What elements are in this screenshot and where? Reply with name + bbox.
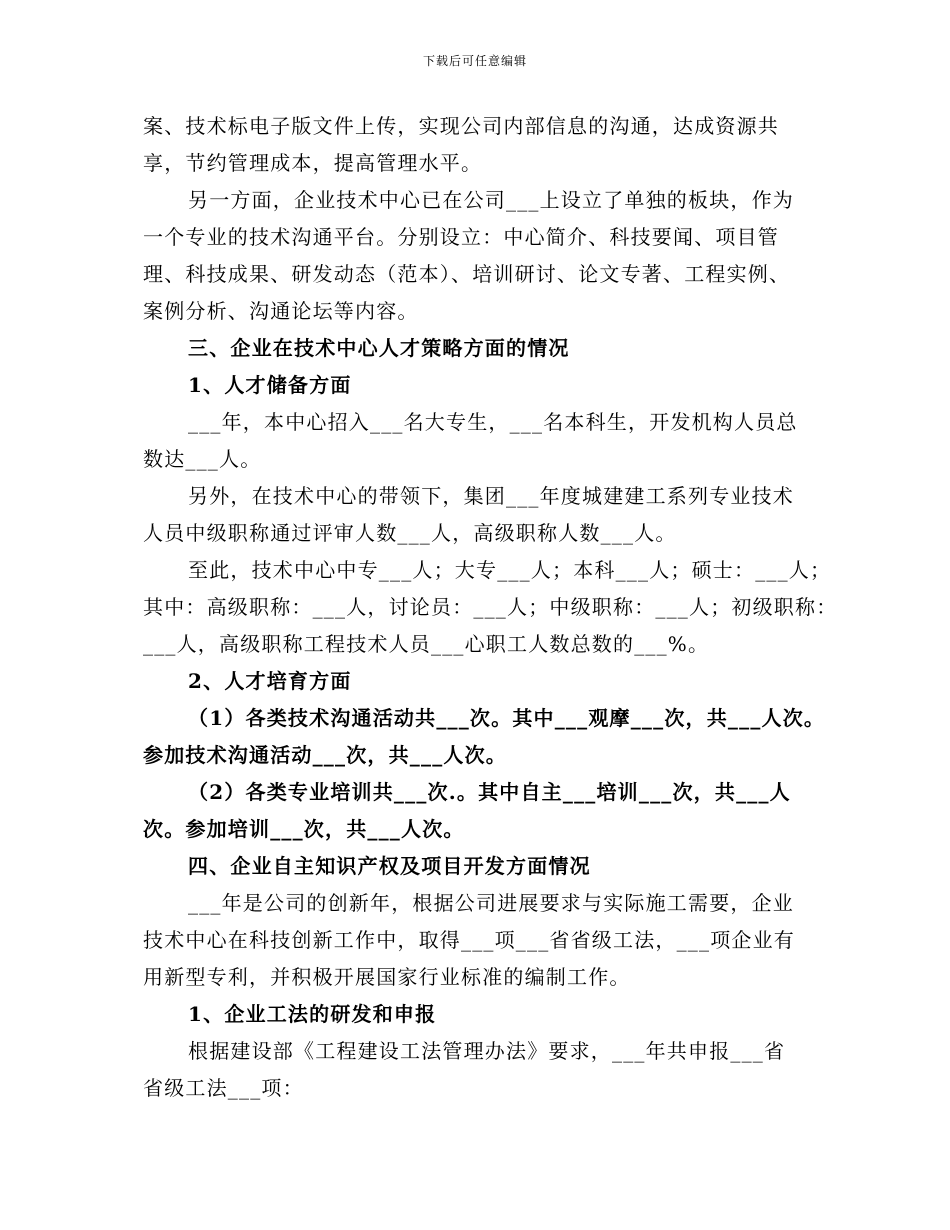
paragraph-line: 其中：高级职称：___人，讨论员：___人；中级职称：___人；初级职称：: [143, 595, 838, 619]
paragraph-line: 数达___人。: [143, 447, 262, 471]
page-header: 下载后可任意编辑: [422, 54, 527, 68]
paragraph-line: 另外，在技术中心的带领下，集团___年度城建建工系列专业技术: [188, 484, 794, 508]
bold-item-line: 参加技术沟通活动___次，共___人次。: [143, 743, 507, 767]
section-heading: 三、企业在技术中心人才策略方面的情况: [188, 336, 570, 360]
paragraph-line: 人员中级职称通过评审人数___人，高级职称人数___人。: [143, 521, 677, 545]
paragraph-line: 理、科技成果、研发动态（范本）、培训研讨、论文专著、工程实例、: [143, 262, 791, 286]
paragraph-line: 案、技术标电子版文件上传，实现公司内部信息的沟通，达成资源共: [143, 114, 779, 138]
paragraph-line: 案例分析、沟通论坛等内容。: [143, 299, 419, 323]
bold-item-line: （1）各类技术沟通活动共___次。其中___观摩___次，共___人次。: [188, 706, 826, 730]
paragraph-line: ___人，高级职称工程技术人员___心职工人数总数的___%。: [143, 632, 710, 656]
paragraph-line: 至此，技术中心中专___人；大专___人；本科___人；硕士：___人；: [188, 558, 832, 582]
bold-item-line: （2）各类专业培训共___次.。其中自主___培训___次，共___人: [188, 780, 791, 804]
paragraph-line: 技术中心在科技创新工作中，取得___项___省省级工法，___项企业有: [143, 928, 795, 952]
section-heading: 四、企业自主知识产权及项目开发方面情况: [188, 854, 591, 878]
paragraph-line: ___年，本中心招入___名大专生，___名本科生，开发机构人员总: [188, 410, 798, 434]
paragraph-line: 省级工法___项：: [143, 1076, 304, 1100]
bold-item-line: 次。参加培训___次，共___人次。: [143, 817, 465, 841]
subsection-heading: 1、人才储备方面: [188, 373, 352, 397]
subsection-heading: 1、企业工法的研发和申报: [188, 1002, 437, 1026]
paragraph-line: 用新型专利，并积极开展国家行业标准的编制工作。: [143, 965, 631, 989]
paragraph-line: 一个专业的技术沟通平台。分别设立：中心简介、科技要闻、项目管: [143, 225, 779, 249]
paragraph-line: 另一方面，企业技术中心已在公司___上设立了单独的板块，作为: [188, 188, 794, 212]
document-body: [143, 108, 838, 1107]
paragraph-line: ___年是公司的创新年，根据公司进展要求与实际施工需要，企业: [188, 891, 794, 915]
paragraph-line: 根据建设部《工程建设工法管理办法》要求，___年共申报___省: [188, 1039, 786, 1063]
subsection-heading: 2、人才培育方面: [188, 669, 352, 693]
paragraph-line: 享，节约管理成本，提高管理水平。: [143, 151, 483, 175]
